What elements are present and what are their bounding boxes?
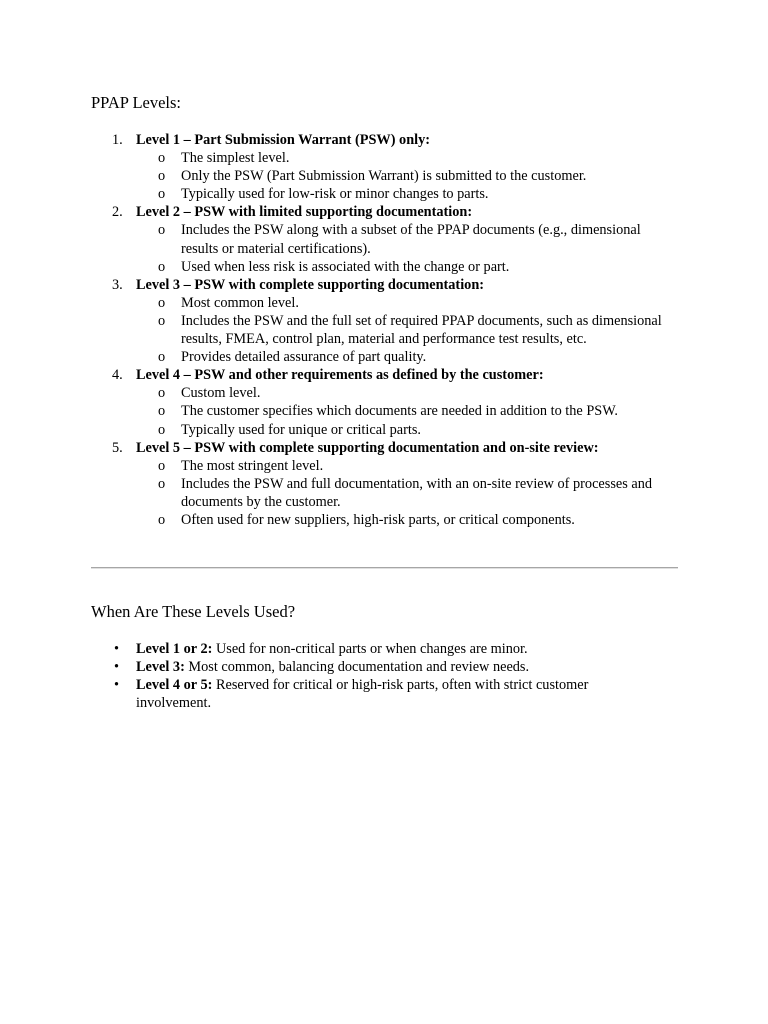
level-details [136, 384, 681, 438]
bullet-icon: • [114, 641, 120, 657]
level-details [136, 221, 681, 275]
circle-bullet-icon: o [158, 258, 166, 275]
list-item [136, 149, 681, 167]
list-item [136, 221, 681, 257]
list-item-text: Includes the PSW and full documentation, with an on-site review of processes and documents by the customer. [181, 475, 653, 510]
circle-bullet-icon: o [158, 349, 166, 366]
level-details [136, 149, 681, 203]
list-item [136, 348, 681, 366]
level-number: 5. [112, 439, 123, 456]
circle-bullet-icon: o [158, 150, 166, 167]
level-item-4 [0, 366, 681, 438]
level-item-2 [0, 203, 681, 275]
list-item [136, 167, 681, 185]
level-number: 2. [112, 204, 123, 221]
levels-list [0, 131, 681, 529]
usage-label: Level 4 or 5: [136, 677, 213, 694]
list-item [136, 457, 681, 475]
circle-bullet-icon: o [158, 421, 166, 438]
list-item [136, 384, 681, 402]
level-number: 1. [112, 132, 123, 148]
list-item [136, 511, 681, 529]
list-item [136, 421, 681, 439]
level-title: Level 1 – Part Submission Warrant (PSW) only: [136, 132, 431, 148]
list-item-text: Typically used for unique or critical parts. [181, 421, 421, 438]
horizontal-rule [91, 567, 678, 569]
list-item-text: Only the PSW (Part Submission Warrant) is submitted to the customer. [181, 168, 587, 185]
level-title: Level 3 – PSW with complete supporting documentation: [136, 276, 485, 293]
level-number: 4. [112, 367, 123, 384]
circle-bullet-icon: o [158, 457, 166, 474]
heading-ppap-levels: PPAP Levels: [91, 93, 182, 112]
circle-bullet-icon: o [158, 312, 166, 329]
usage-label: Level 1 or 2: [136, 641, 213, 657]
level-details [136, 457, 681, 529]
heading-when-used: When Are These Levels Used? [91, 602, 296, 621]
list-item-text: Provides detailed assurance of part quality. [181, 349, 427, 366]
list-item-text: Includes the PSW and the full set of required PPAP documents, such as dimensional results, FMEA, control plan, material and performance test results, etc. [181, 312, 662, 348]
list-item-text: Most common level. [181, 294, 299, 311]
list-item [136, 312, 681, 348]
bullet-icon: • [114, 677, 120, 694]
level-number: 3. [112, 276, 123, 293]
list-item-text: The most stringent level. [181, 457, 324, 474]
list-item-text: The customer specifies which documents are needed in addition to the PSW. [181, 403, 619, 420]
list-item-text: Custom level. [181, 385, 261, 402]
level-title: Level 2 – PSW with limited supporting documentation: [136, 204, 473, 221]
usage-text: Most common, balancing documentation and review needs. [184, 659, 530, 676]
level-title: Level 5 – PSW with complete supporting documentation and on-site review: [136, 439, 599, 456]
list-item-text: Includes the PSW along with a subset of the PPAP documents (e.g., dimensional results or material certifications). [181, 222, 641, 257]
circle-bullet-icon: o [158, 186, 166, 203]
level-item-1 [0, 131, 681, 203]
circle-bullet-icon: o [158, 385, 166, 402]
list-item [136, 294, 681, 312]
level-details [136, 294, 681, 366]
list-item [136, 402, 681, 420]
circle-bullet-icon: o [158, 475, 166, 492]
list-item-text: Used when less risk is associated with the change or part. [181, 258, 510, 275]
circle-bullet-icon: o [158, 403, 166, 420]
usage-list [0, 640, 631, 712]
circle-bullet-icon: o [158, 222, 166, 239]
level-title: Level 4 – PSW and other requirements as defined by the customer: [136, 367, 544, 384]
list-item [136, 258, 681, 276]
circle-bullet-icon: o [158, 168, 166, 185]
list-item-text: Typically used for low-risk or minor changes to parts. [181, 186, 489, 203]
usage-item [0, 640, 631, 658]
usage-text: Reserved for critical or high-risk parts, often with strict customer involvement. [136, 677, 589, 712]
usage-item [0, 676, 631, 712]
level-item-3 [0, 276, 681, 366]
usage-item [0, 658, 631, 676]
usage-text: Used for non-critical parts or when changes are minor. [212, 641, 528, 657]
bullet-icon: • [114, 659, 120, 676]
list-item-text: Often used for new suppliers, high-risk parts, or critical components. [181, 511, 575, 528]
usage-label: Level 3: [136, 659, 185, 676]
list-item-text: The simplest level. [181, 150, 290, 167]
level-item-5 [0, 439, 681, 529]
circle-bullet-icon: o [158, 511, 166, 528]
list-item [136, 185, 681, 203]
list-item [136, 475, 681, 511]
circle-bullet-icon: o [158, 294, 166, 311]
